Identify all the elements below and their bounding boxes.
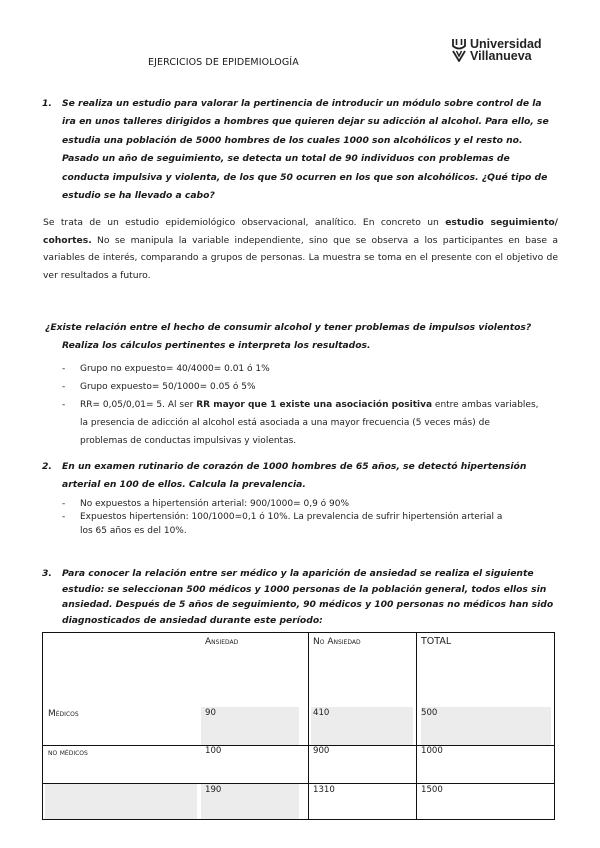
- list-dash: -: [62, 382, 66, 392]
- subquestion-line: ¿Existe relación entre el hecho de consumir alcohol y tener problemas de impulsos violentos?: [45, 322, 532, 333]
- answer-text: Se trata de un estudio epidemiológico observacional, analítico. En concreto un: [43, 217, 439, 228]
- list-item-emphasis: RR mayor que 1 existe una asociación positiva: [196, 400, 433, 410]
- list-item: [62, 361, 270, 377]
- exercise-3-question: [42, 566, 558, 628]
- exercise-2-number: 2.: [42, 461, 52, 472]
- exercise-1-subquestion: [45, 319, 560, 356]
- exercise-1-question: [42, 95, 558, 205]
- list-item-text: Grupo expuesto= 50/1000= 0.05 ó 5%: [80, 382, 256, 392]
- list-item: [62, 396, 560, 450]
- cell-shade: [421, 707, 551, 745]
- answer-emphasis: estudio seguimiento/ cohortes.: [43, 217, 559, 246]
- list-item-text: los 65 años es del 10%.: [80, 526, 187, 536]
- cell-shade: [45, 783, 197, 819]
- column-divider: [308, 633, 309, 819]
- header-no-ansiedad: No Ansiedad: [313, 637, 361, 647]
- list-item: [62, 510, 560, 538]
- exercise-3-number: 3.: [42, 568, 52, 579]
- row-divider: [43, 783, 554, 784]
- exercise-1-answer: [43, 214, 558, 284]
- question-line: ansiedad. Después de 5 años de seguimiento, 90 médicos y 100 personas no médicos han sido: [62, 599, 554, 610]
- cell-value: 1310: [313, 785, 335, 795]
- question-line: estudio se ha llevado a cabo?: [62, 190, 215, 202]
- list-item-text: la presencia de adicción al alcohol está asociada a una mayor frecuencia (5 veces más) de: [80, 418, 490, 428]
- cell-value: 500: [421, 708, 438, 718]
- question-line: Pasado un año de seguimiento, se detecta un total de 90 individuos con problemas de: [62, 153, 510, 165]
- university-logo: [452, 38, 542, 62]
- subquestion-line: Realiza los cálculos pertinentes e interpreta los resultados.: [62, 340, 371, 352]
- list-item-text: RR= 0,05/0,01= 5. Al ser: [80, 400, 194, 410]
- header-ansiedad: Ansiedad: [205, 637, 239, 647]
- list-item: [62, 379, 256, 395]
- list-dash: -: [62, 364, 66, 374]
- question-line: estudia una población de 5000 hombres de los cuales 1000 son alcohólicos y el resto no.: [62, 134, 523, 146]
- cell-value: 100: [205, 746, 222, 756]
- exercise-2-question: [42, 458, 558, 495]
- document-title: EJERCICIOS DE EPIDEMIOLOGÍA: [148, 57, 299, 68]
- list-item-text: problemas de conductas impulsivas y violentas.: [80, 436, 297, 446]
- cell-value: 1000: [421, 746, 443, 756]
- cell-value: 90: [205, 708, 216, 718]
- contingency-table: [42, 632, 555, 820]
- list-item-text: Expuestos hipertensión: 100/1000=0,1 ó 10%. La prevalencia de sufrir hipertensión arterial a: [80, 512, 503, 522]
- question-line: En un examen rutinario de corazón de 1000 hombres de 65 años, se detectó hipertensión: [62, 461, 527, 472]
- list-dash: -: [62, 499, 66, 509]
- cell-value: 1500: [421, 785, 443, 795]
- question-line: diagnosticados de ansiedad durante este período:: [62, 614, 323, 626]
- question-line: ira en unos talleres dirigidos a hombres que quieren dejar su adicción al alcohol. Para ello, se: [62, 116, 549, 128]
- university-crest-icon: [452, 38, 466, 62]
- column-divider: [416, 633, 417, 819]
- cell-value: 190: [205, 785, 222, 795]
- logo-line-1: Universidad: [470, 37, 542, 51]
- cell-value: 410: [313, 708, 330, 718]
- row-divider: [43, 745, 554, 746]
- list-item-text: Grupo no expuesto= 40/4000= 0.01 ó 1%: [80, 364, 270, 374]
- row-label-medicos: Médicos: [48, 709, 79, 719]
- logo-line-2: Villanueva: [470, 49, 532, 63]
- question-line: conducta impulsiva y violenta, de los que 50 ocurren en los que son alcohólicos. ¿Qué tipo de: [62, 171, 548, 183]
- header-total: TOTAL: [421, 636, 452, 647]
- row-label-no-medicos: no médicos: [48, 748, 88, 757]
- question-line: Para conocer la relación entre ser médico y la aparición de ansiedad se realiza el siguiente: [62, 568, 534, 579]
- exercise-1-number: 1.: [42, 98, 52, 109]
- cell-value: 900: [313, 746, 330, 756]
- question-line: Se realiza un estudio para valorar la pertinencia de introducir un módulo sobre control de la: [62, 98, 542, 109]
- list-dash: -: [62, 512, 66, 522]
- list-item-text: entre ambas variables,: [434, 400, 539, 410]
- answer-text: No se manipula la variable independiente, sino que se observa a los participantes en base a variables de interés, comparando a grupos de personas. La muestra se toma en el presente con el objetivo de ver resultados a futuro.: [43, 234, 559, 281]
- question-line: estudio: se seleccionan 500 médicos y 1000 personas de la población general, todos ellos sin: [62, 583, 547, 595]
- list-item-text: No expuestos a hipertensión arterial: 900/1000= 0,9 ó 90%: [80, 499, 350, 509]
- list-dash: -: [62, 400, 66, 410]
- question-line: arterial en 100 de ellos. Calcula la prevalencia.: [62, 479, 306, 491]
